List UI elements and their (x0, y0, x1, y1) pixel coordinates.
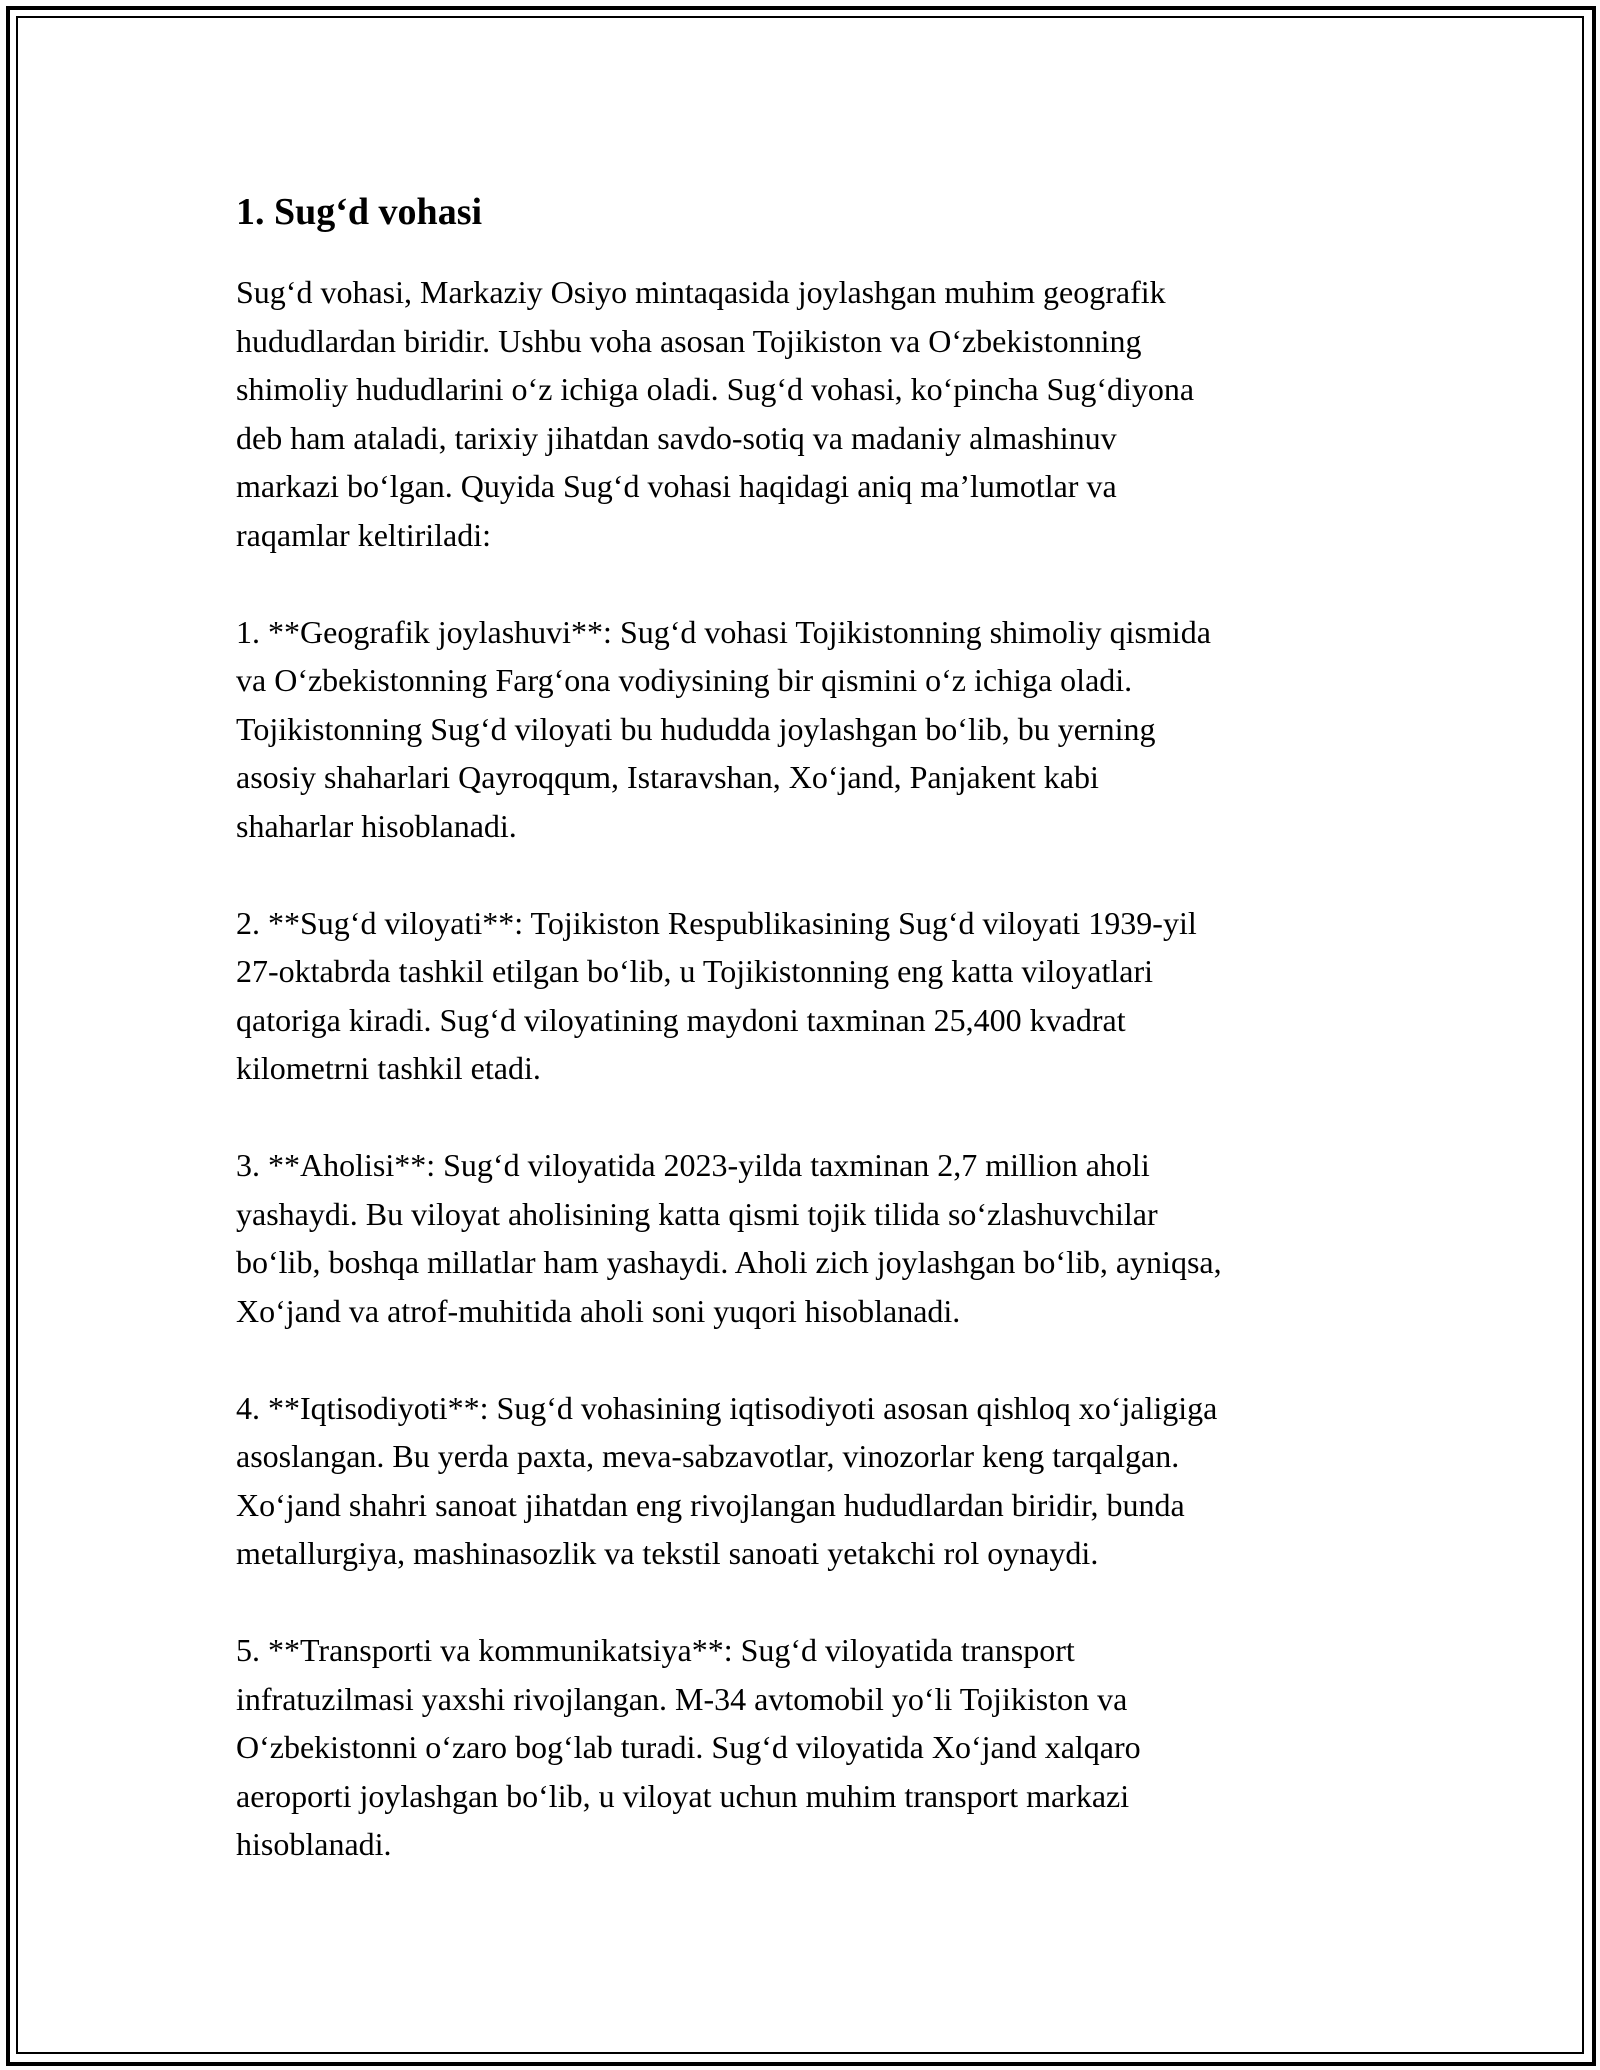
paragraph-aholisi: 3. **Aholisi**: Sug‘d viloyatida 2023-yilda taxminan 2,7 million aholi yashaydi. Bu viloyat aholisining katta qismi tojik tilida so‘zlashuvchilar bo‘lib, boshqa millatlar ham yashaydi. Aholi zich joylashgan bo‘lib, ayniqsa, Xo‘jand va atrof-muhitida aholi soni yuqori hisoblanadi. (236, 1147, 1222, 1329)
paragraph-geografik-joylashuvi: 1. **Geografik joylashuvi**: Sug‘d vohasi Tojikistonning shimoliy qismida va O‘zbekistonning Farg‘ona vodiysining bir qismini o‘z ichiga oladi. Tojikistonning Sug‘d viloyati bu hududda joylashgan bo‘lib, bu yerning asosiy shaharlari Qayroqqum, Istaravshan, Xo‘jand, Panjakent kabi shaharlar hisoblanadi. (236, 613, 1211, 844)
document-title: 1. Sug‘d vohasi (236, 191, 483, 233)
paragraph-sugd-viloyati: 2. **Sug‘d viloyati**: Tojikiston Respublikasining Sug‘d viloyati 1939-yil 27-oktabrda tashkil etilgan bo‘lib, u Tojikistonning eng katta viloyatlari qatoriga kiradi. Sug‘d viloyatining maydoni taxminan 25,400 kvadrat kilometrni tashkil etadi. (236, 904, 1197, 1086)
document-body (236, 186, 1386, 1917)
paragraph-iqtisodiyoti: 4. **Iqtisodiyoti**: Sug‘d vohasining iqtisodiyoti asosan qishloq xo‘jaligiga asoslangan. Bu yerda paxta, meva-sabzavotlar, vinozorlar keng tarqalgan. Xo‘jand shahri sanoat jihatdan eng rivojlangan hududlardan biridir, bunda metallurgiya, mashinasozlik va tekstil sanoati yetakchi rol oynaydi. (236, 1389, 1218, 1571)
intro-paragraph: Sug‘d vohasi, Markaziy Osiyo mintaqasida joylashgan muhim geografik hududlardan biridir. Ushbu voha asosan Tojikiston va O‘zbekistonning shimoliy hududlarini o‘z ichiga oladi. Sug‘d vohasi, ko‘pincha Sug‘diyona deb ham ataladi, tarixiy jihatdan savdo-sotiq va madaniy almashinuv markazi bo‘lgan. Quyida Sug‘d vohasi haqidagi aniq ma’lumotlar va raqamlar keltiriladi: (236, 274, 1195, 553)
paragraph-transport: 5. **Transporti va kommunikatsiya**: Sug‘d viloyatida transport infratuzilmasi yaxshi rivojlangan. M-34 avtomobil yo‘li Tojikiston va O‘zbekistonni o‘zaro bog‘lab turadi. Sug‘d viloyatida Xo‘jand xalqaro aeroporti joylashgan bo‘lib, u viloyat uchun muhim transport markazi hisoblanadi. (236, 1632, 1141, 1862)
